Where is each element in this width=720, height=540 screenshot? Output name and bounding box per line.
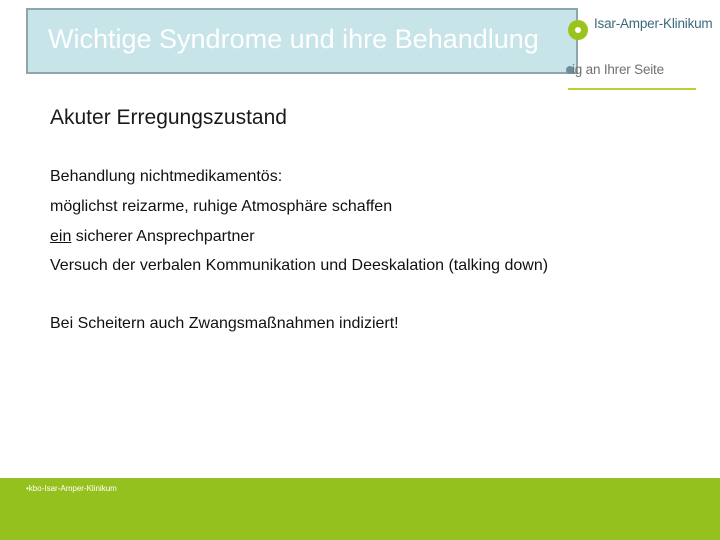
footer-text: •kbo-Isar-Amper-Klinikum [26,484,117,493]
section-heading: Akuter Erregungszustand [50,106,287,129]
logo-tagline: ig an Ihrer Seite [572,62,664,77]
text-line-5: Bei Scheitern auch Zwangsmaßnahmen indiziert! [50,315,399,332]
text-line-2: möglichst reizarme, ruhige Atmosphäre schaffen [50,198,393,215]
text-line-3 [50,228,255,246]
text-line-3-rest: sicherer Ansprechpartner [71,228,255,245]
text-line-3-underlined: ein [50,228,72,245]
logo-name: Isar-Amper-Klinikum [594,16,713,31]
slide-title: Wichtige Syndrome und ihre Behandlung [48,24,539,54]
logo-mark-icon [568,20,588,40]
header-rule [568,88,696,90]
footer-bar [0,478,720,540]
title-box [26,8,578,74]
text-line-1: Behandlung nichtmedikamentös: [50,168,283,185]
text-line-4: Versuch der verbalen Kommunikation und Deeskalation (talking down) [50,257,549,274]
